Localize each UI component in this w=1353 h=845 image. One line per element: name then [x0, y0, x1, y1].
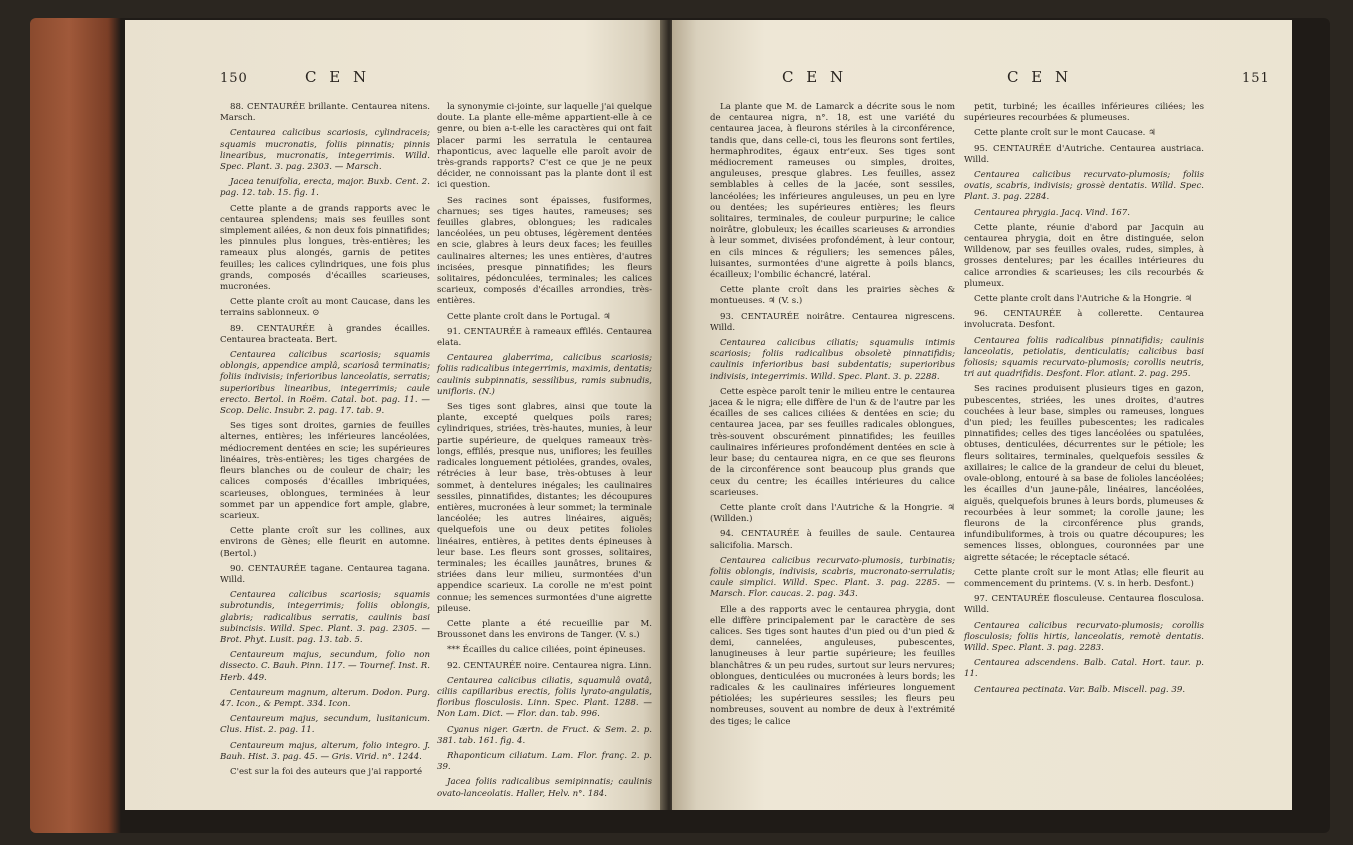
- right-column-2: [964, 102, 1204, 700]
- paragraph: Jacea foliis radicalibus semipinnatis; caulinis ovato-lanceolatis. Haller, Helv. n°. 184.: [437, 777, 652, 799]
- paragraph: 89. CENTAURÉE à grandes écailles. Centaurea bracteata. Bert.: [220, 323, 430, 345]
- paragraph: Centaurea pectinata. Var. Balb. Miscell. pag. 39.: [974, 684, 1186, 695]
- right-running-head-2: C E N: [1007, 68, 1073, 86]
- paragraph: Centaurea calicibus recurvato-plumosis; corollis flosculosis; foliis hirtis, lanceolatis, remotè dentatis. Willd. Spec. Plant. 3. pag. 2283.: [964, 620, 1204, 653]
- paragraph: La plante que M. de Lamarck a décrite sous le nom de centaurea nigra, n°. 18, est une variété du centaurea jacea, à fleurons stériles à la circonférence, tandis que, dans celle-ci, tous les fleurons sont fertiles, hermaphrodites, égaux entr'eux. Ses tiges sont médiocrement rameuses ou simples, droites, anguleuses, presque glabres. Les feuilles, assez semblables à celles de la jacée, sont sessiles, lancéolées; les inférieures anguleuses, un peu en lyre ou dentées; les supérieures entières; les fleurs solitaires, terminales, de couleur purpurine; le calice noirâtre, globuleux; les écailles scarieuses & arrondies à leur sommet, divisées profondément, à leur contour, en cils minces & réguliers; les semences pâles, luisantes, surmontées d'une aigrette à poils blancs, écailleux; l'ombilic échancré, latéral.: [710, 102, 955, 281]
- left-column-2: [437, 102, 652, 804]
- paragraph: 88. CENTAURÉE brillante. Centaurea nitens. Marsch.: [220, 102, 430, 124]
- paragraph: Centaurea calicibus recurvato-plumosis, turbinatis; foliis oblongis, indivisis, scabris, mucronato-serrulatis; caule simplici. Willd. Spec. Plant. 3. pag. 2285. — Marsch. Flor. caucas. 2. pag. 343.: [710, 555, 955, 600]
- left-column-1: [220, 102, 430, 782]
- paragraph: Cette plante a de grands rapports avec le centaurea splendens; mais ses feuilles sont simplement ailées, & non deux fois pinnatifides; les pinnules plus longues, très-entières; les rameaux plus alongés, garnis de petites feuilles; les calices cylindriques, une fois plus grands, composés d'écailles scarieuses, mucronées.: [220, 203, 430, 293]
- right-running-head-1: C E N: [782, 68, 848, 86]
- paragraph: Cette plante croît sur le mont Caucase. ♃: [974, 128, 1156, 139]
- paragraph: C'est sur la foi des auteurs que j'ai rapporté: [230, 766, 423, 777]
- paragraph: Centaurea calicibus recurvato-plumosis; foliis ovatis, scabris, indivisis; grossè dentatis. Willd. Spec. Plant. 3. pag. 2284.: [964, 170, 1204, 203]
- paragraph: Centaureum majus, secundum, lusitanicum. Clus. Hist. 2. pag. 11.: [220, 714, 430, 736]
- paragraph: 93. CENTAURÉE noirâtre. Centaurea nigrescens. Willd.: [710, 311, 955, 333]
- paragraph: Centaureum majus, secundum, folio non dissecto. C. Bauh. Pinn. 117. — Tournef. Inst. R. Herb. 449.: [220, 650, 430, 683]
- paragraph: Elle a des rapports avec le centaurea phrygia, dont elle diffère principalement par le caractère de ses calices. Ses tiges sont hautes d'un pied ou d'un pied & demi, cannelées, anguleuses, pubescentes, lanugineuses à leur partie supérieure; les feuilles blanchâtres & un peu rudes, surtout sur leurs nervures; oblongues, denticulées ou mucronées à leurs bords; les radicales & les caulinaires inférieures longuement pétiolées; les supérieures sessiles; les fleurs peu nombreuses, souvent au nombre de deux à l'extrémité des tiges; le calice: [710, 604, 955, 727]
- left-running-head: C E N: [305, 68, 371, 86]
- paragraph: Centaurea calicibus ciliatis; squamulis intimis scariosis; foliis radicalibus obsoletè pinnatifidis; caulinis inferioribus basi subdentatis; superioribus indivisis, integerrimis. Willd. Spec. Plant. 3. p. 2288.: [710, 338, 955, 382]
- paragraph: 95. CENTAURÉE d'Autriche. Centaurea austriaca. Willd.: [964, 143, 1204, 165]
- paragraph: Centaurea calicibus scariosis; squamis oblongis, appendice amplâ, scariosâ terminatis; foliis indivisis; inferioribus lanceolatis, serratis; superioribus linearibus, integerrimis; caule erecto. Bertol. in Roëm. Catal. bot. pag. 11. — Scop. Delic. Insubr. 2. pag. 17. tab. 9.: [220, 350, 430, 417]
- right-page: [672, 20, 1292, 810]
- left-page-number: 150: [220, 71, 248, 86]
- right-page-number: 151: [1242, 71, 1270, 86]
- paragraph: Jacea tenuifolia, erecta, major. Buxb. Cent. 2. pag. 12. tab. 15. fig. 1.: [220, 177, 430, 199]
- paragraph: Centaurea calicibus scariosis; squamis subrotundis, integerrimis; foliis oblongis, glabris; radicalibus serratis, caulinis basi subincisis. Willd. Spec. Plant. 3. pag. 2305. — Brot. Phyt. Lusit. pag. 13. tab. 5.: [220, 590, 430, 645]
- paragraph: la synonymie ci-jointe, sur laquelle j'ai quelque doute. La plante elle-même appartient-elle à ce genre, ou bien a-t-elle les caractères qui ont fait placer parmi les serratula le centaurea rhaponticus, avec laquelle elle paroît avoir de très-grands rapports? C'est ce que je ne peux décider, ne connoissant pas la plante dont il est ici question.: [437, 102, 652, 191]
- paragraph: 97. CENTAURÉE flosculeuse. Centaurea flosculosa. Willd.: [964, 594, 1204, 616]
- paragraph: Ses tiges sont droites, garnies de feuilles alternes, entières; les inférieures lancéolées, médiocrement dentées en scie; les supérieures linéaires, très-entières; les tiges chargées de fleurs blanches ou de couleur de chair; les calices composés d'écailles imbriquées, scarieuses, oblongues, terminées à leur sommet par un appendice fort ample, glabre, scarieux.: [220, 421, 430, 521]
- right-column-1: [710, 102, 955, 732]
- paragraph: Centaurea glaberrima, calicibus scariosis; foliis radicalibus integerrimis, maximis, dentatis; caulinis subpinnatis, sessilibus, ramis subnudis, unifloris. (N.): [437, 353, 652, 397]
- paragraph: Centaurea phrygia. Jacq. Vind. 167.: [974, 207, 1130, 218]
- paragraph: Centaurea foliis radicalibus pinnatifidis; caulinis lanceolatis, petiolatis, denticulatis; calicibus basi foliosis; squamis recurvato-plumosis; corollis neutris, tri aut quadrifidis. Desfont. Flor. atlant. 2. pag. 295.: [964, 335, 1204, 380]
- paragraph: Cette plante, réunie d'abord par Jacquin au centaurea phrygia, doit en être distinguée, selon Willdenow, par ses feuilles ovales, rudes, simples, à grosses dentelures; par les écailles intérieures du calice arrondies & scarieuses; les cils recourbés & plumeux.: [964, 222, 1204, 289]
- paragraph: Cette plante a été recueillie par M. Broussonet dans les environs de Tanger. (V. s.): [437, 618, 652, 641]
- paragraph: Ses racines produisent plusieurs tiges en gazon, pubescentes, striées, les unes droites, d'autres couchées à leur base, simples ou rameuses, longues d'un pied; les feuilles pubescentes; les radicales pinnatifides; celles des tiges lancéolées ou spatulées, obtuses, denticulées, décurrentes sur le pétiole; les fleurs solitaires, terminales, quelquefois sessiles & axillaires; le calice de la grandeur de celui du bleuet, ovale-oblong, entouré à sa base de folioles lancéolées; les écailles d'un jaune-pâle, linéaires, lancéolées, aiguës, quelquefois brunes à leurs bords, plumeuses & recourbées à leur sommet; la corolle jaune; les fleurons de la circonférence plus grands, infundibuliformes, à trois ou quatre découpures; les semences lisses, oblongues, couronnées par une aigrette sétacée; le réceptacle sétacé.: [964, 384, 1204, 563]
- paragraph: Centaureum majus, alterum, folio integro. J. Bauh. Hist. 3. pag. 45. — Gris. Virid. n°. 1244.: [220, 740, 430, 762]
- paragraph: Rhaponticum ciliatum. Lam. Flor. franç. 2. p. 39.: [437, 750, 652, 773]
- paragraph: petit, turbiné; les écailles inférieures ciliées; les supérieures recourbées & plumeuses.: [964, 102, 1204, 124]
- paragraph: Centaurea calicibus ciliatis, squamulâ ovatâ, ciliis capillaribus erectis, foliis lyrato-angulatis, floribus flosculosis. Linn. Spec. Plant. 1288. — Non Lam. Dict. — Flor. dan. tab. 996.: [437, 675, 652, 720]
- paragraph: *** Écailles du calice ciliées, point épineuses.: [447, 645, 646, 656]
- paragraph: Cette plante croît dans l'Autriche & la Hongrie. ♃: [974, 294, 1193, 305]
- paragraph: Centaureum magnum, alterum. Dodon. Purg. 47. Icon., & Pempt. 334. Icon.: [220, 687, 430, 709]
- paragraph: Centaurea calicibus scariosis, cylindraceis; squamis mucronatis, foliis pinnatis; pinnis linearibus, mucronatis, integerrimis. Willd. Spec. Plant. 3. pag. 2303. — Marsch.: [220, 128, 430, 173]
- paragraph: Centaurea adscendens. Balb. Catal. Hort. taur. p. 11.: [964, 658, 1204, 680]
- paragraph: Cette plante croît dans le Portugal. ♃: [447, 311, 611, 322]
- paragraph: 94. CENTAURÉE à feuilles de saule. Centaurea salicifolia. Marsch.: [710, 529, 955, 551]
- paragraph: Cette plante croît au mont Caucase, dans les terrains sablonneux. ⊙: [220, 297, 430, 319]
- paragraph: Cette plante croît dans l'Autriche & la Hongrie. ♃ (Willden.): [710, 502, 955, 525]
- paragraph: Cette plante croît sur les collines, aux environs de Gènes; elle fleurit en automne. (Bertol.): [220, 526, 430, 559]
- paragraph: Cyanus niger. Gærtn. de Fruct. & Sem. 2. p. 381. tab. 161. fig. 4.: [437, 724, 652, 746]
- paragraph: Cette plante croît dans les prairies sèches & montueuses. ♃ (V. s.): [710, 285, 955, 307]
- paragraph: 90. CENTAURÉE tagane. Centaurea tagana. Willd.: [220, 563, 430, 585]
- paragraph: 96. CENTAURÉE à collerette. Centaurea involucrata. Desfont.: [964, 309, 1204, 331]
- paragraph: Ses racines sont épaisses, fusiformes, charnues; ses tiges hautes, rameuses; ses feuilles glabres, oblongues; les radicales lancéolées, un peu obtuses, légèrement dentées en scie, glabres à leurs deux faces; les feuilles caulinaires alternes; les unes entières, d'autres incisées, presque pinnatifides; les fleurs solitaires, pédonculées, terminales; les calices scarieux, composés d'écailles arrondies, très-entières.: [437, 195, 652, 307]
- paragraph: Cette plante croît sur le mont Atlas; elle fleurit au commencement du printems. (V. s. in herb. Desfont.): [964, 567, 1204, 589]
- left-page: [125, 20, 665, 810]
- paragraph: Cette espèce paroît tenir le milieu entre le centaurea jacea & le nigra; elle diffère de l'un & de l'autre par les écailles de ses calices ciliées & dentées en scie; du centaurea jacea, par ses feuilles radicales oblongues, très-souvent obscurément pinnatifides; les feuilles caulinaires inférieures profondément dentées en scie à leur base; du centaurea nigra, en ce que ses fleurons de la circonférence sont beaucoup plus grands que ceux du centre; les écailles intérieures du calice scarieuses.: [710, 386, 955, 498]
- paragraph: 91. CENTAURÉE à rameaux effilés. Centaurea elata.: [437, 326, 652, 349]
- paragraph: Ses tiges sont glabres, ainsi que toute la plante, excepté quelques poils rares; cylindriques, striées, très-hautes, munies, à leur partie supérieure, de quelques rameaux très-longs, effilés, presque nus, uniflores; les feuilles radicales longuement pétiolées, grandes, ovales, rétrécies à leur base, très-obtuses à leur sommet, à dentelures inégales; les caulinaires sessiles, pinnatifides, distantes; les découpures entières, mucronées à leur sommet; la terminale lancéolée; les autres linéaires, aiguës; quelquefois une ou deux petites folioles linéaires, entières, à petites dents épineuses à leur base. Les fleurs sont grosses, solitaires, terminales; les écailles jaunâtres, brunes & striées dans leur milieu, surmontées d'un appendice scarieux. La corolle ne m'est point connue; les semences surmontées d'une aigrette pileuse.: [437, 402, 652, 614]
- paragraph: 92. CENTAURÉE noire. Centaurea nigra. Linn.: [447, 660, 652, 671]
